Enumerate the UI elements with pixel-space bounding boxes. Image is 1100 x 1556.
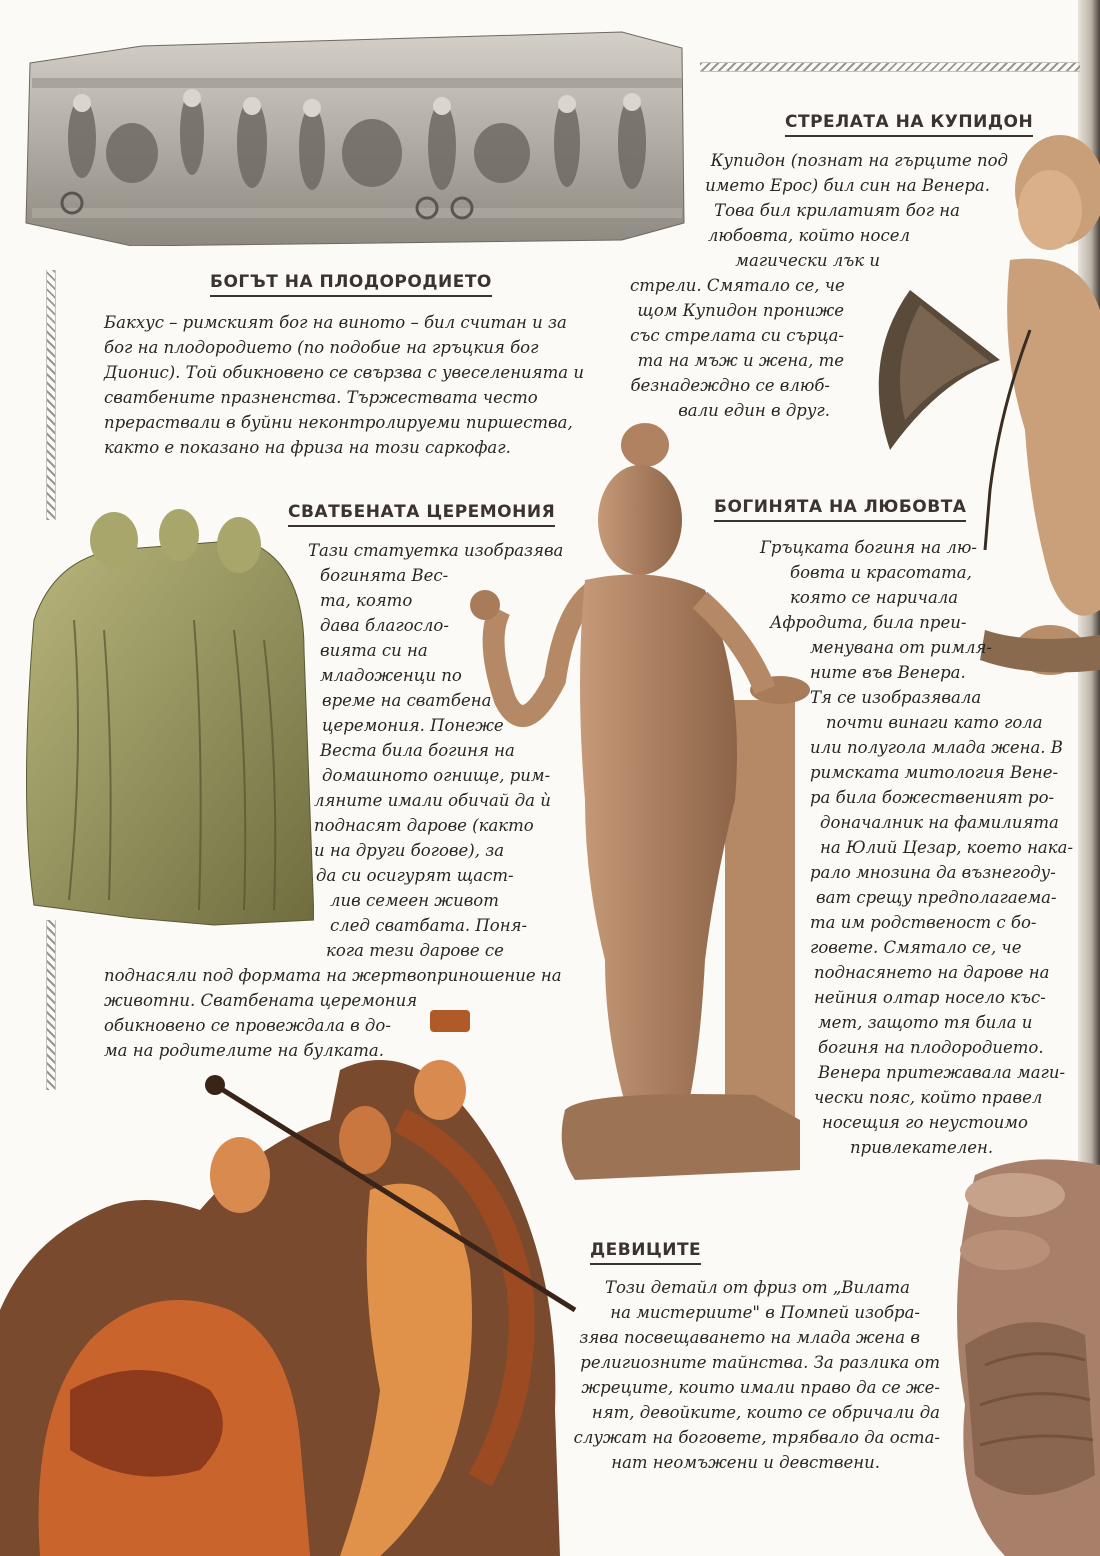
text-line: поднасянето на дарове на (814, 963, 1050, 982)
text-fertility (104, 310, 594, 460)
rope-border-left (46, 270, 56, 520)
text-line: вали един в друг. (678, 401, 830, 420)
text-line: зява посвещаването на млада жена в (579, 1328, 920, 1347)
text-cupid (630, 148, 1020, 423)
statue-hand-image (945, 1145, 1100, 1556)
text-line: след сватбата. Поня- (330, 916, 528, 935)
text-line: богиня на плодородието. (818, 1038, 1044, 1057)
text-line: прераствали в буйни неконтролируеми пиршества, (104, 413, 573, 432)
text-line: да си осигурят щаст- (316, 866, 514, 885)
text-line: Афродита, била преи- (770, 613, 967, 632)
text-line: привлекателен. (850, 1138, 994, 1157)
text-line: нат неомъжени и девствени. (611, 1453, 880, 1472)
text-line: религиозните тайнства. За разлика от (580, 1353, 940, 1372)
text-line: обикновено се провеждала в до- (104, 1016, 391, 1035)
text-line: та на мъж и жена, те (637, 351, 844, 370)
text-line: кога тези дарове се (326, 941, 504, 960)
text-wedding (290, 538, 580, 963)
text-line: магически лък и (735, 251, 880, 270)
text-line: Купидон (познат на гърците под (710, 151, 1008, 170)
wedding-relief-image (14, 500, 314, 930)
text-love (730, 535, 1074, 1160)
text-line: рало мнозина да възнегоду- (810, 863, 1056, 882)
text-line: та им родственост с бо- (810, 913, 1037, 932)
text-line: на Юлий Цезар, което нака- (820, 838, 1074, 857)
text-line: бог на плодородието (по подобие на гръцкия бог (104, 338, 539, 357)
text-line: Тя се изобразявала (810, 688, 982, 707)
text-line: стрели. Смятало се, че (630, 276, 845, 295)
sarcophagus-frieze-image (22, 18, 690, 246)
text-line: време на сватбена (322, 691, 492, 710)
text-line: дава благосло- (320, 616, 449, 635)
heading-love: БОГИНЯТА НА ЛЮБОВТА (714, 497, 966, 522)
text-line: ра била божественият ро- (810, 788, 1055, 807)
text-line: Дионис). Той обикновено се свързва с увеселенията и (104, 363, 584, 382)
text-line: която се наричала (790, 588, 959, 607)
text-line: почти винаги като гола (826, 713, 1043, 732)
text-line: и на други богове), за (314, 841, 505, 860)
text-line: бовта и красотата, (790, 563, 972, 582)
heading-wedding: СВАТБЕНАТА ЦЕРЕМОНИЯ (288, 502, 555, 527)
text-line: ляните имали обичай да ѝ (314, 791, 551, 810)
text-line: името Ерос) бил син на Венера. (705, 176, 990, 195)
text-line: Бакхус – римският бог на виното – бил считан и за (104, 313, 567, 332)
text-line: римската митология Вене- (810, 763, 1059, 782)
text-line: вията си на (320, 641, 428, 660)
text-line: Този детайл от фриз от „Вилата (604, 1278, 910, 1297)
text-line: със стрелата си сърца- (630, 326, 844, 345)
text-line: безнадеждно се влюб- (630, 376, 830, 395)
text-line: ват срещу предполагаема- (816, 888, 1057, 907)
text-line: нейния олтар носело къс- (814, 988, 1046, 1007)
text-line: любовта, който носел (707, 226, 910, 245)
rope-border-top (700, 62, 1080, 72)
text-line: или полугола млада жена. В (810, 738, 1063, 757)
text-maidens (520, 1275, 940, 1475)
text-line: ните във Венера. (810, 663, 966, 682)
text-wedding-continued (104, 963, 574, 1063)
text-line: та, която (320, 591, 413, 610)
text-line: ма на родителите на булката. (104, 1041, 385, 1060)
text-line: Това бил крилатият бог на (714, 201, 960, 220)
text-line: както е показано на фриза на този саркофаг. (104, 438, 511, 457)
heading-fertility: БОГЪТ НА ПЛОДОРОДИЕТО (210, 272, 492, 297)
text-line: менувана от римля- (810, 638, 992, 657)
text-line: лив семеен живот (330, 891, 499, 910)
text-line: говете. Смятало се, че (810, 938, 1022, 957)
text-line: животни. Сватбената церемония (104, 991, 418, 1010)
text-line: младоженци по (320, 666, 462, 685)
text-line: поднасяли под формата на жертвоприношение на (104, 966, 562, 985)
text-line: чески пояс, който правел (814, 1088, 1043, 1107)
text-line: мет, защото тя била и (818, 1013, 1033, 1032)
text-line: церемония. Понеже (322, 716, 504, 735)
text-line: жреците, които имали право да се же- (581, 1378, 940, 1397)
text-line: сватбените празненства. Тържествата често (104, 388, 538, 407)
text-line: Тази статуетка изобразява (308, 541, 564, 560)
text-line: Венера притежавала маги- (818, 1063, 1066, 1082)
text-line: нят, девойките, които се обричали да (591, 1403, 940, 1422)
text-line: носещия го неустоимо (822, 1113, 1028, 1132)
heading-maidens: ДЕВИЦИТЕ (590, 1240, 701, 1265)
text-line: доначалник на фамилията (820, 813, 1059, 832)
text-line: домашното огнище, рим- (322, 766, 551, 785)
text-line: богинята Вес- (320, 566, 449, 585)
text-line: на мистериите" в Помпей изобра- (610, 1303, 920, 1322)
text-line: Гръцката богиня на лю- (760, 538, 977, 557)
text-line: щом Купидон прониже (637, 301, 844, 320)
text-line: Веста била богиня на (320, 741, 515, 760)
heading-cupid: СТРЕЛАТА НА КУПИДОН (785, 112, 1033, 137)
text-line: поднасят дарове (както (314, 816, 534, 835)
text-line: служат на боговете, трябвало да оста- (573, 1428, 940, 1447)
